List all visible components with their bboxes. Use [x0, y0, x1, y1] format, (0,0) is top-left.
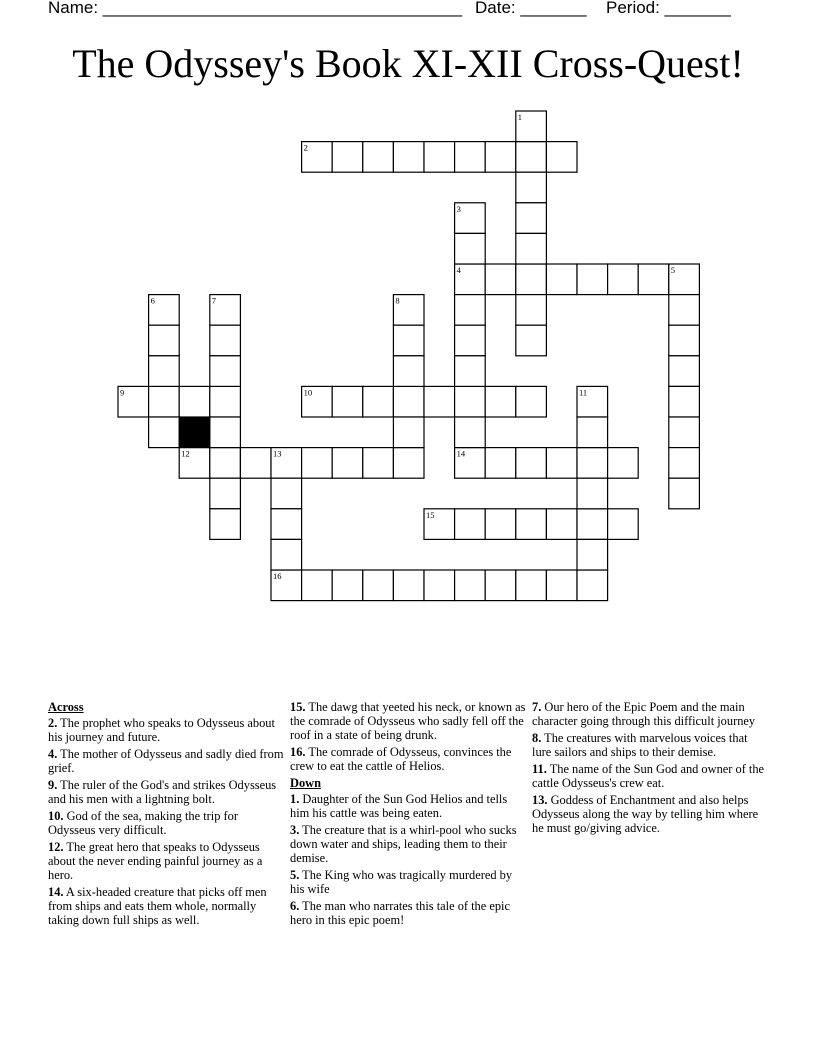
cell-number-label: 15: [426, 509, 435, 520]
cell-number-label: 10: [303, 387, 313, 398]
clue-text: The man who narrates this tale of the epic hero in this epic poem!: [290, 899, 510, 927]
crossword-cell[interactable]: [271, 539, 302, 570]
crossword-cell[interactable]: [455, 386, 486, 417]
crossword-cell[interactable]: [638, 264, 669, 295]
clues-column-3: [532, 700, 768, 838]
clue-across-15: [290, 700, 526, 742]
cell-number-label: 3: [456, 203, 461, 214]
clue-number: 11.: [532, 762, 547, 776]
crossword-cell[interactable]: [546, 264, 577, 295]
crossword-cell[interactable]: [332, 142, 363, 173]
crossword-cell[interactable]: [363, 570, 394, 601]
clue-across-14: [48, 885, 284, 927]
cell-number-label: 4: [456, 265, 461, 275]
clue-down-6: [290, 899, 526, 927]
crossword-cell[interactable]: [516, 448, 547, 479]
clue-across-16: [290, 745, 526, 773]
crossword-cell[interactable]: [485, 570, 516, 601]
clue-number: 13.: [532, 793, 548, 807]
clue-number: 9.: [48, 778, 58, 792]
clue-text: Daughter of the Sun God Helios and tells him his cattle was being eaten.: [290, 792, 508, 820]
clue-down-3: [290, 823, 526, 865]
cell-number-label: 8: [395, 295, 400, 306]
clues-column-1: [48, 700, 284, 930]
cell-number-label: 7: [211, 295, 217, 306]
clue-across-4: [48, 747, 284, 775]
across-heading: Across: [48, 700, 84, 714]
clue-number: 14.: [48, 885, 64, 899]
clue-text: A six-headed creature that picks off men from ships and eats them whole, normally taking down full ships as well.: [48, 885, 267, 927]
down-heading: Down: [290, 776, 321, 790]
crossword-cell[interactable]: [485, 386, 516, 417]
cell-number-label: 6: [150, 295, 155, 306]
crossword-cell[interactable]: [608, 264, 639, 295]
cell-number-label: 14: [456, 448, 466, 459]
crossword-cell[interactable]: [455, 356, 486, 387]
crossword-cell[interactable]: [669, 295, 700, 326]
crossword-cell[interactable]: [546, 509, 577, 540]
crossword-cell[interactable]: [332, 570, 363, 601]
crossword-cell[interactable]: [455, 570, 486, 601]
period-field-label[interactable]: Period: _______: [606, 0, 731, 17]
clue-number: 6.: [290, 899, 300, 913]
crossword-cell[interactable]: [485, 264, 516, 295]
clue-number: 7.: [532, 700, 542, 714]
crossword-cell[interactable]: [393, 356, 424, 387]
crossword-cell[interactable]: [179, 386, 210, 417]
crossword-cell[interactable]: [424, 142, 455, 173]
clue-text: The great hero that speaks to Odysseus about the never ending painful journey as a hero.: [48, 840, 263, 882]
crossword-cell[interactable]: [669, 386, 700, 417]
cell-number-label: 13: [273, 448, 282, 459]
cell-number-label: 1: [517, 112, 523, 122]
name-field-label[interactable]: Name: ______________________________________: [48, 0, 463, 17]
crossword-cell[interactable]: [240, 448, 271, 479]
crossword-cell[interactable]: [516, 570, 547, 601]
cell-number-label: 2: [303, 142, 308, 153]
crossword-cell[interactable]: [363, 448, 394, 479]
crossword-cell[interactable]: [608, 509, 639, 540]
clue-across-10: [48, 809, 284, 837]
crossword-cell[interactable]: [516, 233, 547, 264]
crossword-cell[interactable]: [516, 509, 547, 540]
crossword-cell[interactable]: [393, 417, 424, 448]
crossword-cell[interactable]: [577, 570, 608, 601]
clues-column-2: [290, 700, 526, 930]
crossword-cell[interactable]: [149, 325, 180, 356]
crossword-cell[interactable]: [210, 509, 241, 540]
crossword-cell[interactable]: [393, 570, 424, 601]
cell-number-label: 12: [181, 448, 190, 459]
clue-down-1: [290, 792, 526, 820]
crossword-cell[interactable]: [210, 356, 241, 387]
clue-down-11: [532, 762, 768, 790]
crossword-cell[interactable]: [393, 142, 424, 173]
crossword-cell[interactable]: [363, 386, 394, 417]
clue-down-7: [532, 700, 768, 728]
crossword-cell[interactable]: [210, 417, 241, 448]
crossword-cell[interactable]: [577, 448, 608, 479]
crossword-cell[interactable]: [577, 264, 608, 295]
crossword-cell[interactable]: [363, 142, 394, 173]
cell-number-label: 16: [273, 571, 282, 581]
clue-text: Goddess of Enchantment and also helps Odysseus along the way by telling him where he must go/giving advice.: [532, 793, 759, 835]
crossword-cell[interactable]: [210, 325, 241, 356]
clue-number: 15.: [290, 700, 306, 714]
crossword-cell[interactable]: [271, 509, 302, 540]
crossword-cell[interactable]: [516, 203, 547, 234]
clue-number: 8.: [532, 731, 542, 745]
crossword-cell[interactable]: [332, 448, 363, 479]
clue-text: The King who was tragically murdered by his wife: [290, 868, 513, 896]
clue-number: 5.: [290, 868, 300, 882]
crossword-cell[interactable]: [393, 325, 424, 356]
cell-number-label: 5: [670, 265, 676, 275]
crossword-cell[interactable]: [516, 264, 547, 295]
crossword-cell[interactable]: [455, 417, 486, 448]
crossword-cell[interactable]: [455, 509, 486, 540]
crossword-cell[interactable]: [669, 478, 700, 509]
clue-text: Our hero of the Epic Poem and the main character going through this difficult journey: [532, 700, 756, 728]
clue-text: The ruler of the God's and strikes Odysseus and his men with a lightning bolt.: [48, 778, 277, 806]
crossword-cell[interactable]: [455, 295, 486, 326]
crossword-cell[interactable]: [577, 539, 608, 570]
crossword-cell[interactable]: [577, 509, 608, 540]
crossword-cell[interactable]: [669, 417, 700, 448]
cell-number-label: 11: [579, 387, 588, 398]
clue-across-12: [48, 840, 284, 882]
clue-across-9: [48, 778, 284, 806]
crossword-cell[interactable]: [455, 142, 486, 173]
crossword-cell[interactable]: [577, 478, 608, 509]
crossword-cell[interactable]: [546, 142, 577, 173]
clue-number: 1.: [290, 792, 300, 806]
clue-number: 2.: [48, 716, 58, 730]
crossword-cell[interactable]: [271, 478, 302, 509]
clue-number: 12.: [48, 840, 64, 854]
clue-down-13: [532, 793, 768, 835]
crossword-cell[interactable]: [393, 448, 424, 479]
clue-across-2: [48, 716, 284, 744]
crossword-cell[interactable]: [149, 417, 180, 448]
clue-text: The comrade of Odysseus, convinces the crew to eat the cattle of Helios.: [290, 745, 512, 773]
clue-number: 16.: [290, 745, 306, 759]
crossword-cell[interactable]: [332, 386, 363, 417]
crossword-cell[interactable]: [210, 386, 241, 417]
crossword-cell[interactable]: [210, 478, 241, 509]
crossword-cell[interactable]: [516, 142, 547, 173]
crossword-cell[interactable]: [669, 448, 700, 479]
crossword-cell[interactable]: [149, 386, 180, 417]
crossword-cell[interactable]: [393, 386, 424, 417]
crossword-cell[interactable]: [546, 448, 577, 479]
cell-number-label: 9: [120, 387, 125, 398]
date-field-label[interactable]: Date: _______: [475, 0, 587, 17]
clue-number: 10.: [48, 809, 64, 823]
clue-text: God of the sea, making the trip for Odysseus very difficult.: [48, 809, 238, 837]
crossword-cell[interactable]: [302, 570, 333, 601]
page-title: The Odyssey's Book XI-XII Cross-Quest!: [72, 41, 744, 86]
clue-down-5: [290, 868, 526, 896]
crossword-cell[interactable]: [577, 417, 608, 448]
crossword-cell[interactable]: [516, 172, 547, 203]
crossword-cell[interactable]: [485, 142, 516, 173]
crossword-cell[interactable]: [516, 386, 547, 417]
crossword-cell[interactable]: [669, 356, 700, 387]
crossword-cell[interactable]: [669, 325, 700, 356]
crossword-cell[interactable]: [455, 325, 486, 356]
crossword-cell[interactable]: [455, 233, 486, 264]
crossword-cell[interactable]: [546, 570, 577, 601]
clue-text: The mother of Odysseus and sadly died from grief.: [48, 747, 284, 775]
clue-text: The prophet who speaks to Odysseus about his journey and future.: [48, 716, 275, 744]
clue-text: The name of the Sun God and owner of the cattle Odysseus's crew eat.: [532, 762, 765, 790]
crossword-cell[interactable]: [485, 448, 516, 479]
crossword-cell[interactable]: [302, 448, 333, 479]
clue-text: The creature that is a whirl-pool who sucks down water and ships, leading them to their demise.: [290, 823, 517, 865]
crossword-cell[interactable]: [485, 509, 516, 540]
crossword-cell[interactable]: [608, 448, 639, 479]
crossword-cell[interactable]: [516, 295, 547, 326]
clue-text: The dawg that yeeted his neck, or known as the comrade of Odysseus who sadly fell off the roof in a state of being drunk.: [290, 700, 526, 742]
clue-text: The creatures with marvelous voices that lure sailors and ships to their demise.: [532, 731, 748, 759]
clue-number: 3.: [290, 823, 300, 837]
crossword-cell[interactable]: [516, 325, 547, 356]
crossword-cell[interactable]: [210, 448, 241, 479]
crossword-cell[interactable]: [424, 386, 455, 417]
clue-down-8: [532, 731, 768, 759]
clue-number: 4.: [48, 747, 58, 761]
crossword-cell[interactable]: [424, 570, 455, 601]
crossword-cell[interactable]: [149, 356, 180, 387]
crossword-black-cell: [179, 417, 210, 448]
